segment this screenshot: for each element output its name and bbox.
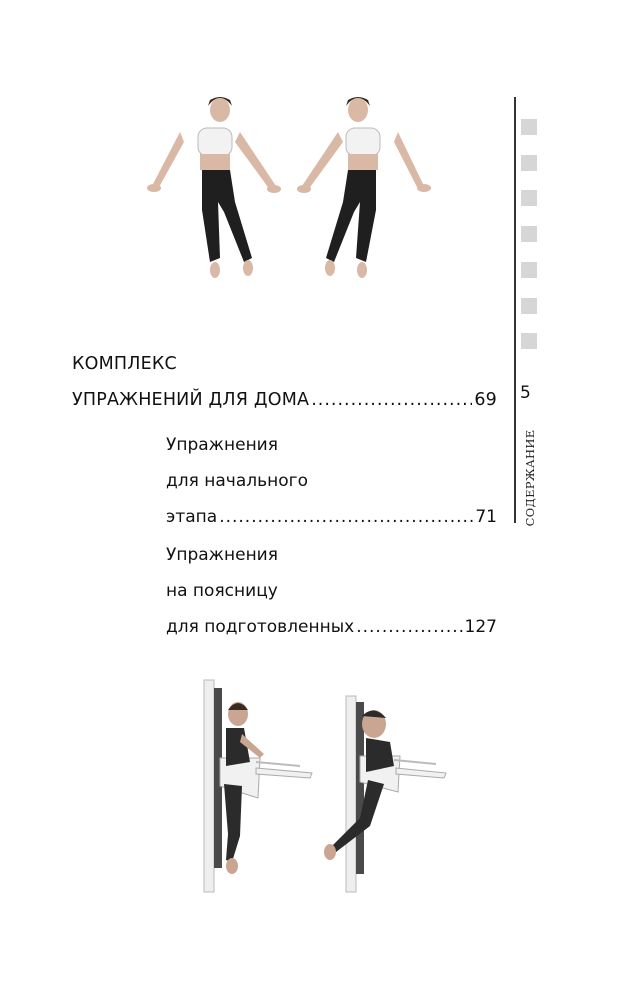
toc-sub2-text: для подготовленных [166,617,355,637]
toc-main-page-number: 69 [474,390,497,410]
toc-main-title-line1: КОМПЛЕКС [72,354,177,374]
floating-figures-photo [140,90,440,295]
dot-leader [356,609,462,645]
toc-sub1-line3 [166,499,497,535]
running-head: СОДЕРЖАНИЕ [523,429,537,527]
toc-sub1-line2: для начального [166,471,308,491]
sidebar-square [521,262,537,278]
toc-sub1-text: этапа [166,507,218,527]
right-floating-figure [297,97,431,278]
page-number: 5 [520,383,531,403]
toc-sub1-line1: Упражнения [166,435,278,455]
sidebar-vertical-rule [514,97,516,523]
dot-leader [219,499,473,535]
toc-sub2-line3 [166,609,497,645]
sidebar-square [521,190,537,206]
sidebar-square [521,119,537,135]
sidebar-square [521,298,537,314]
toc-main-title-line2 [72,382,497,418]
toc-sub2-page-number: 127 [464,617,497,637]
wall-bar-exercise-photo [180,676,460,896]
dot-leader [311,382,472,418]
left-wall-bar-figure [204,680,312,892]
left-floating-figure [147,97,281,278]
toc-main-entry[interactable] [72,346,497,418]
sidebar-square [521,226,537,242]
toc-main-title-text: УПРАЖНЕНИЙ ДЛЯ ДОМА [72,390,310,410]
toc-sub-entry-initial-stage[interactable] [166,427,497,535]
sidebar-square [521,155,537,171]
toc-sub-entry-lower-back[interactable] [166,537,497,645]
right-wall-bar-figure [324,696,446,892]
sidebar-square [521,333,537,349]
toc-sub1-page-number: 71 [475,507,497,527]
toc-sub2-line2: на поясницу [166,581,278,601]
toc-sub2-line1: Упражнения [166,545,278,565]
